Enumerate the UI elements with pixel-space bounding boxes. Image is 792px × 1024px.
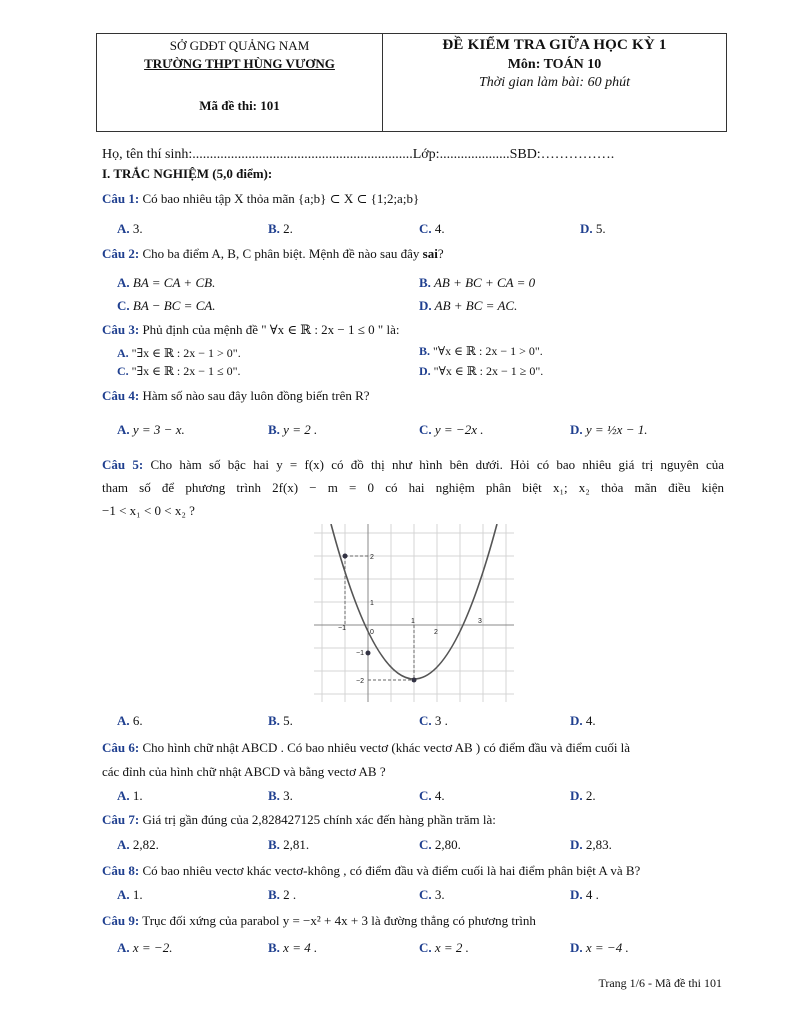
question-text: Có bao nhiêu tập X thỏa mãn {a;b} ⊂ X ⊂ {1;2;a;b} (139, 191, 420, 206)
q9-option-b[interactable]: B. x = 4 . (268, 940, 318, 955)
school-name: TRƯỜNG THPT HÙNG VƯƠNG (144, 56, 335, 71)
q2-option-c[interactable]: C. BA − BC = CA. (117, 298, 216, 313)
q7-option-d[interactable]: D. 2,83. (570, 837, 612, 852)
y-tick: −2 (356, 678, 364, 685)
x-tick: 2 (434, 629, 438, 636)
question-4: Câu 4: Hàm số nào sau đây luôn đồng biến trên R? (102, 388, 370, 403)
q7-option-c[interactable]: C. 2,80. (419, 837, 461, 852)
q4-option-a[interactable]: A. y = 3 − x. (117, 422, 185, 437)
x-tick: 1 (411, 618, 415, 625)
graph-point (343, 554, 348, 559)
q6-option-b[interactable]: B. 3. (268, 788, 293, 803)
q7-option-a[interactable]: A. 2,82. (117, 837, 159, 852)
question-label: Câu 1: (102, 191, 140, 206)
q3-option-c[interactable]: C. "∃x ∈ ℝ : 2x − 1 ≤ 0". (117, 364, 241, 378)
question-3: Câu 3: Phủ định của mệnh đề " ∀x ∈ ℝ : 2x − 1 ≤ 0 " là: (102, 322, 400, 337)
parabola-graph (314, 524, 514, 702)
q7-option-b[interactable]: B. 2,81. (268, 837, 310, 852)
x-tick: 0 (370, 629, 374, 636)
q2-option-d[interactable]: D. AB + BC = AC. (419, 298, 518, 313)
q1-option-c[interactable]: C. 4. (419, 221, 445, 236)
q5-option-b[interactable]: B. 5. (268, 713, 293, 728)
x-tick: −1 (338, 625, 346, 632)
q8-option-a[interactable]: A. 1. (117, 887, 143, 902)
q4-option-d[interactable]: D. y = ½x − 1. (570, 422, 648, 437)
department: SỞ GDĐT QUẢNG NAM (169, 38, 310, 53)
q2-option-a[interactable]: A. BA = CA + CB. (117, 275, 216, 290)
exam-code: Mã đề thi: 101 (199, 98, 280, 113)
question-1 (102, 191, 419, 207)
q1-option-a[interactable]: A. 3. (117, 221, 143, 236)
q5-option-a[interactable]: A. 6. (117, 713, 143, 728)
q4-option-b[interactable]: B. y = 2 . (268, 422, 318, 437)
y-tick: −1 (356, 650, 364, 657)
q8-option-b[interactable]: B. 2 . (268, 887, 297, 902)
q9-option-c[interactable]: C. x = 2 . (419, 940, 469, 955)
question-8: Câu 8: Có bao nhiêu vectơ khác vectơ-không , có điểm đầu và điểm cuối là hai điểm phân biệt A và B? (102, 863, 641, 878)
q2-option-b[interactable]: B. AB + BC + CA = 0 (419, 275, 536, 290)
q9-option-d[interactable]: D. x = −4 . (570, 940, 629, 955)
page-footer: Trang 1/6 - Mã đề thi 101 (598, 976, 722, 990)
question-5-line-2: tham số để phương trình 2f(x) − m = 0 có hai nghiệm phân biệt x₁; x₂ thỏa mãn điều kiện (102, 480, 724, 495)
q1-option-d[interactable]: D. 5. (580, 221, 606, 236)
section-title: I. TRẮC NGHIỆM (5,0 điểm): (102, 166, 273, 181)
question-5-line-3: −1 < x₁ < 0 < x₂ ? (102, 503, 195, 518)
question-9: Câu 9: Trục đối xứng của parabol y = −x² + 4x + 3 là đường thẳng có phương trình (102, 913, 536, 928)
q6-option-d[interactable]: D. 2. (570, 788, 596, 803)
student-info-line: Họ, tên thí sinh:...............................................................Lớp:....................SBD:……………. (102, 147, 615, 162)
question-6-line-2: các đỉnh của hình chữ nhật ABCD và bằng vectơ AB ? (102, 764, 386, 779)
y-tick: 1 (370, 600, 374, 607)
time-limit: Thời gian làm bài: 60 phút (479, 75, 630, 90)
q3-option-b[interactable]: B. "∀x ∈ ℝ : 2x − 1 > 0". (419, 344, 543, 358)
y-tick: 2 (370, 554, 374, 561)
q6-option-a[interactable]: A. 1. (117, 788, 143, 803)
q5-option-c[interactable]: C. 3 . (419, 713, 448, 728)
q5-option-d[interactable]: D. 4. (570, 713, 596, 728)
question-6-line-1: Câu 6: Cho hình chữ nhật ABCD . Có bao nhiêu vectơ (khác vectơ AB ) có điểm đầu và điểm cuối là (102, 740, 631, 755)
q8-option-d[interactable]: D. 4 . (570, 887, 599, 902)
q4-option-c[interactable]: C. y = −2x . (419, 422, 484, 437)
q3-option-d[interactable]: D. "∀x ∈ ℝ : 2x − 1 ≥ 0". (419, 364, 544, 378)
question-7: Câu 7: Giá trị gần đúng của 2,828427125 chính xác đến hàng phần trăm là: (102, 812, 496, 827)
question-2: Câu 2: Cho ba điểm A, B, C phân biệt. Mệnh đề nào sau đây sai? (102, 246, 444, 261)
graph-point (366, 651, 371, 656)
graph-point (412, 678, 417, 683)
q8-option-c[interactable]: C. 3. (419, 887, 445, 902)
q1-option-b[interactable]: B. 2. (268, 221, 293, 236)
header-left (97, 34, 382, 114)
q6-option-c[interactable]: C. 4. (419, 788, 445, 803)
q9-option-a[interactable]: A. x = −2. (117, 940, 173, 955)
exam-title: ĐỀ KIỂM TRA GIỮA HỌC KỲ 1 (442, 37, 667, 53)
exam-header (96, 33, 727, 132)
subject: Môn: TOÁN 10 (507, 57, 602, 72)
q3-option-a[interactable]: A. "∃x ∈ ℝ : 2x − 1 > 0". (117, 346, 241, 360)
x-tick: 3 (478, 618, 482, 625)
header-right (383, 34, 726, 91)
question-5-line-1: Câu 5: Cho hàm số bậc hai y = f(x) có đồ thị như hình bên dưới. Hỏi có bao nhiêu giá trị nguyên của (102, 457, 724, 472)
